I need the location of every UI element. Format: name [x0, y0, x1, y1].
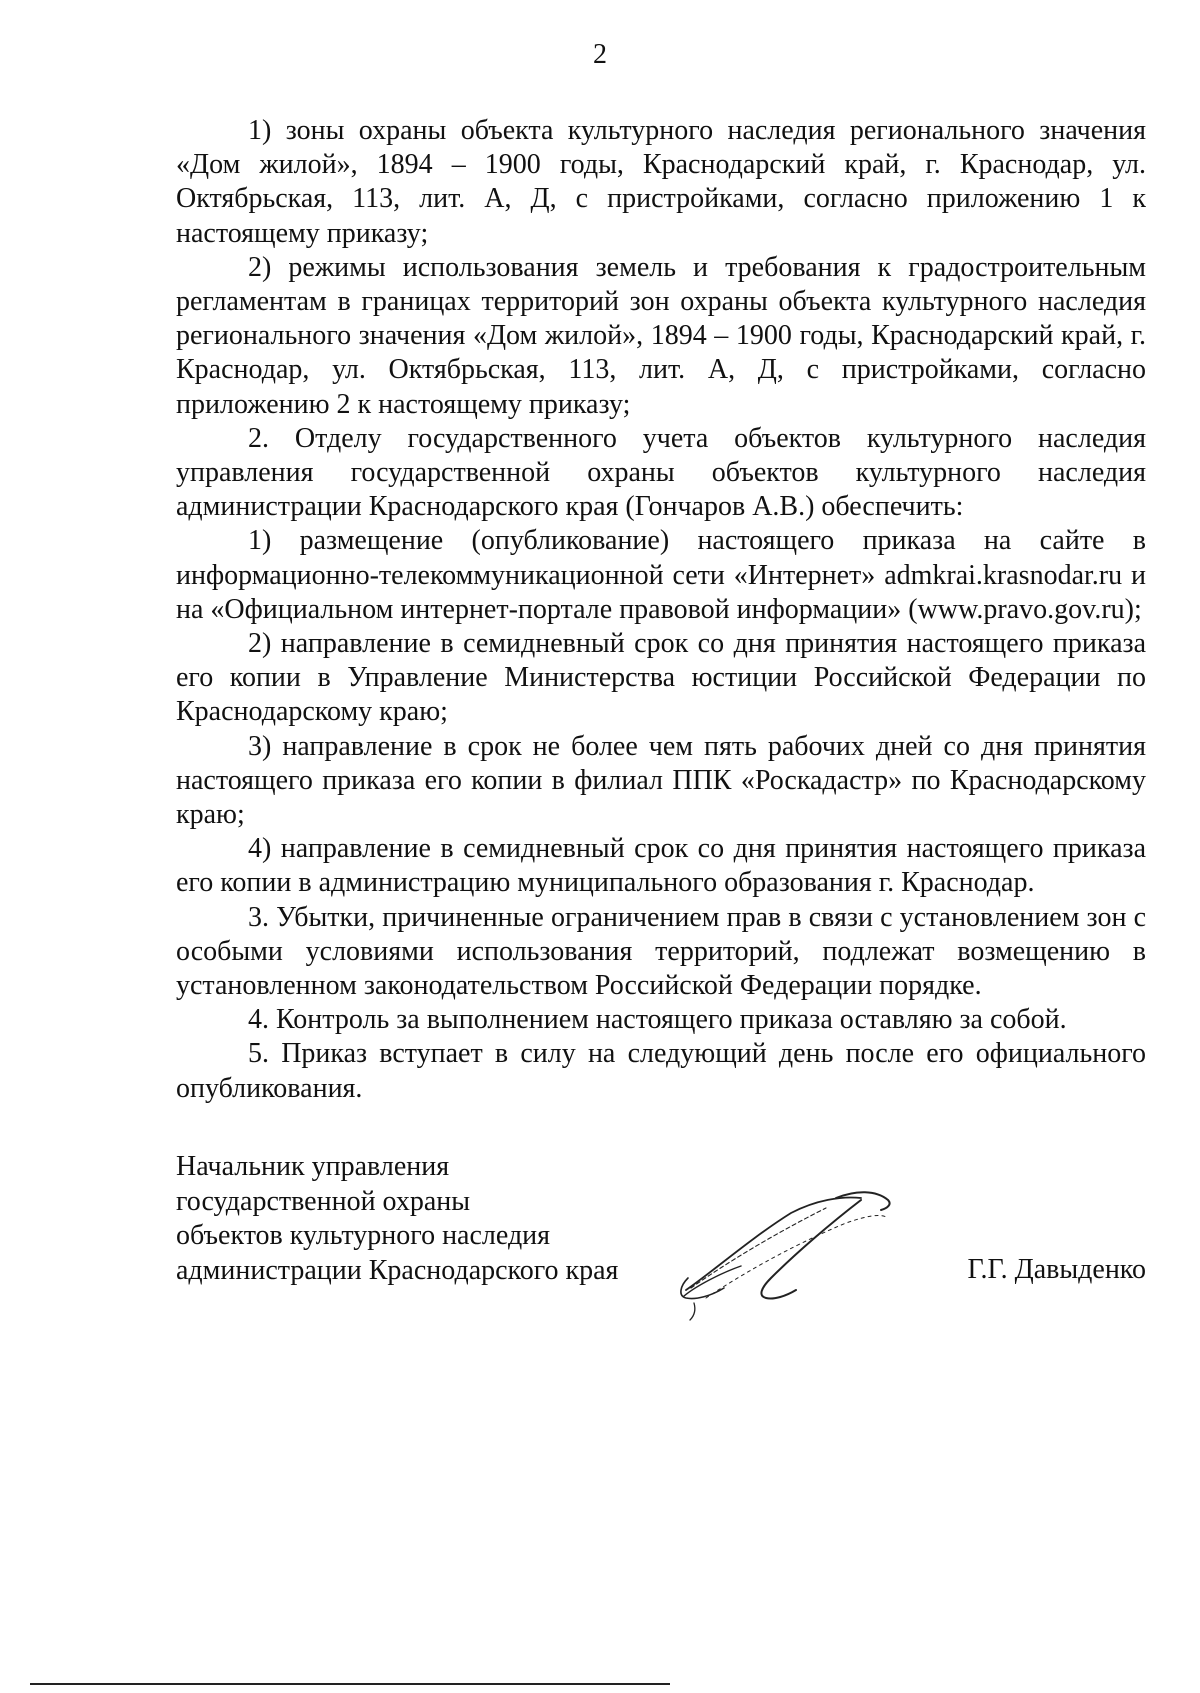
signer-title-line: Начальник управления	[176, 1151, 450, 1182]
paragraph-item-1-zones: 1) зоны охраны объекта культурного наследия регионального значения «Дом жилой», 1894 – 1900 годы, Краснодарский край, г. Краснодар, ул. Октябрьская, 113, лит. А, Д, с пристройками, согласно приложению 1 к настоящему приказу;	[176, 115, 1146, 249]
signer-title-line: объектов культурного наследия	[176, 1220, 551, 1251]
paragraph-clause-5: 5. Приказ вступает в силу на следующий день после его официального опубликования.	[176, 1038, 1146, 1104]
paragraph-item-3-roskadastr: 3) направление в срок не более чем пять рабочих дней со дня принятия настоящего приказа его копии в филиал ППК «Роскадастр» по Краснодарскому краю;	[176, 730, 1146, 831]
paragraph-item-2-ministry: 2) направление в семидневный срок со дня принятия настоящего приказа его копии в Управление Министерства юстиции Российской Федерации по Краснодарскому краю;	[176, 628, 1146, 728]
signer-title	[176, 1150, 618, 1288]
paragraph-clause-4: 4. Контроль за выполнением настоящего приказа оставляю за собой.	[248, 1004, 1067, 1036]
signer-title-line: администрации Краснодарского края	[176, 1254, 619, 1286]
document-body	[176, 114, 1146, 1106]
paragraph-item-2-regimes: 2) режимы использования земель и требования к градостроительным регламентам в границах территорий зон охраны объекта культурного наследия регионального значения «Дом жилой», 1894 – 1900 годы, Краснодарский край, г. Краснодар, ул. Октябрьская, 113, лит. А, Д, с пристройками, согласно приложению 2 к настоящему приказу;	[176, 251, 1146, 420]
signer-title-line: государственной охраны	[176, 1185, 471, 1217]
paragraph-item-4-municipality: 4) направление в семидневный срок со дня принятия настоящего приказа его копии в администрацию муниципального образования г. Краснодар.	[176, 833, 1146, 899]
signature-block	[176, 1150, 1146, 1320]
paragraph-clause-2: 2. Отделу государственного учета объектов культурного наследия управления государственной охраны объектов культурного наследия администрации Краснодарского края (Гончаров А.В.) обеспечить:	[176, 422, 1146, 523]
page-number: 2	[593, 39, 607, 70]
paragraph-clause-3: 3. Убытки, причиненные ограничением прав в связи с установлением зон с особыми условиями использования территорий, подлежат возмещению в установленном законодательством Российской Федерации порядке.	[176, 901, 1146, 1002]
signer-name: Г.Г. Давыденко	[967, 1254, 1146, 1285]
handwritten-signature	[666, 1178, 916, 1328]
footer-divider	[30, 1683, 670, 1685]
paragraph-item-1-publication: 1) размещение (опубликование) настоящего приказа на сайте в информационно-телекоммуникационной сети «Интернет» admkrai.krasnodar.ru и на «Официальном интернет-портале правовой информации» (www.pravo.gov.ru);	[176, 525, 1146, 625]
